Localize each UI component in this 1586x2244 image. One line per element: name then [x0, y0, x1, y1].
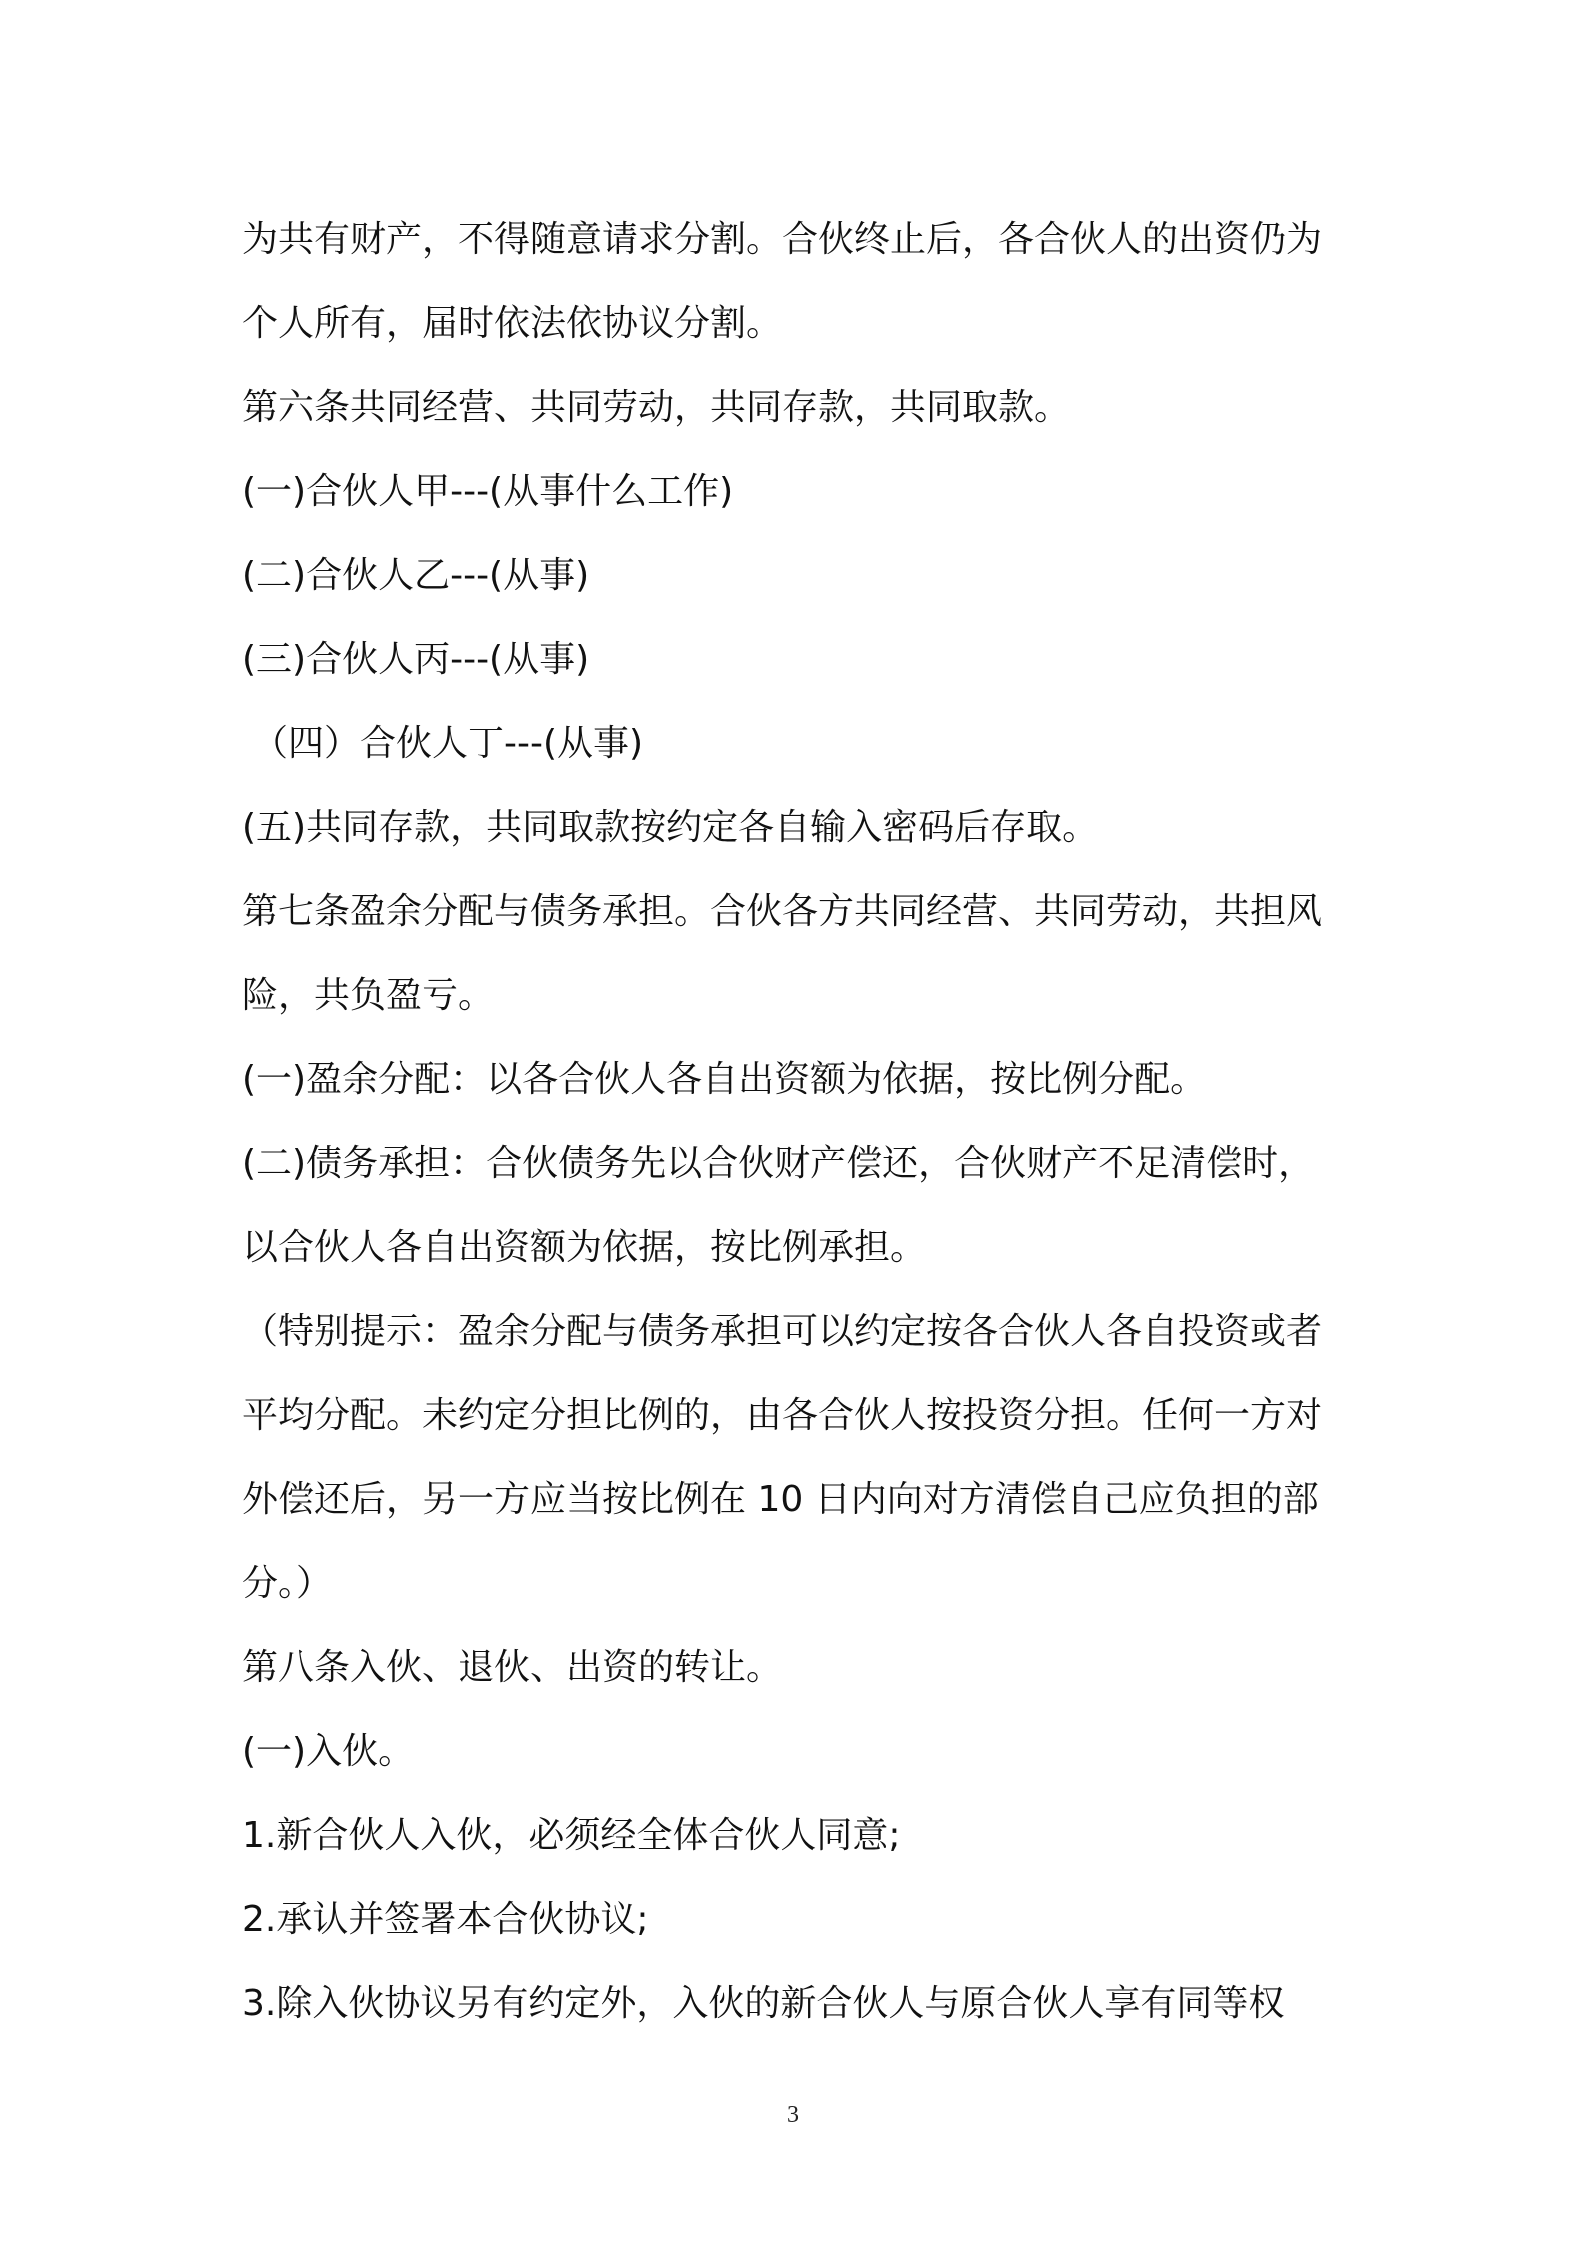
- text-line: 外偿还后，另一方应当按比例在 10 日内向对方清偿自己应负担的部: [242, 1479, 1319, 1520]
- text-line: (五)共同存款，共同取款按约定各自输入密码后存取。: [242, 807, 1099, 848]
- text-line: 3.除入伙协议另有约定外，入伙的新合伙人与原合伙人享有同等权: [242, 1983, 1285, 2024]
- text-line: 个人所有，届时依法依协议分割。: [242, 303, 783, 344]
- text-line: （四）合伙人丁---(从事): [252, 723, 644, 764]
- text-line: (二)债务承担：合伙债务先以合伙财产偿还，合伙财产不足清偿时，: [242, 1143, 1315, 1184]
- text-line: 为共有财产，不得随意请求分割。合伙终止后，各合伙人的出资仍为: [242, 219, 1323, 260]
- text-line: 1.新合伙人入伙，必须经全体合伙人同意;: [242, 1815, 901, 1856]
- text-line: 分。）: [242, 1563, 333, 1604]
- text-line: 平均分配。未约定分担比例的，由各合伙人按投资分担。任何一方对: [242, 1395, 1323, 1436]
- text-line: （特别提示：盈余分配与债务承担可以约定按各合伙人各自投资或者: [242, 1311, 1323, 1352]
- text-line: (二)合伙人乙---(从事): [242, 555, 590, 596]
- text-line: (一)入伙。: [242, 1731, 415, 1772]
- text-line: (三)合伙人丙---(从事): [242, 639, 590, 680]
- document-body: [242, 198, 1362, 2046]
- text-line: 第七条盈余分配与债务承担。合伙各方共同经营、共同劳动，共担风: [242, 891, 1323, 932]
- page-number: 3: [787, 2102, 799, 2128]
- text-line: 险，共负盈亏。: [242, 975, 495, 1016]
- text-line: 第八条入伙、退伙、出资的转让。: [242, 1647, 783, 1688]
- text-line: 以合伙人各自出资额为依据，按比例承担。: [242, 1227, 927, 1268]
- text-line: (一)合伙人甲---(从事什么工作): [242, 471, 734, 512]
- text-line: (一)盈余分配：以各合伙人各自出资额为依据，按比例分配。: [242, 1059, 1207, 1100]
- text-line: 第六条共同经营、共同劳动，共同存款，共同取款。: [242, 387, 1071, 428]
- text-line: 2.承认并签署本合伙协议;: [242, 1899, 649, 1940]
